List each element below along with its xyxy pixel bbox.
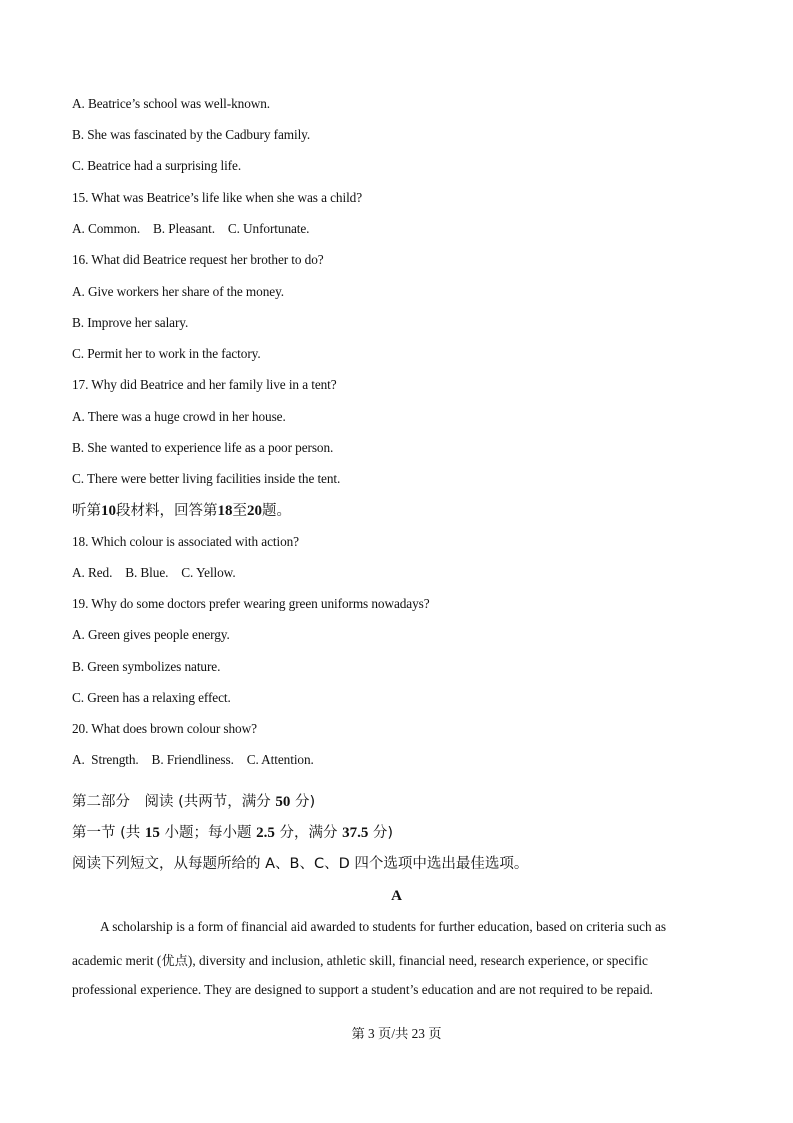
option-line: B. Improve her salary. (72, 315, 189, 330)
option-line: C. Green has a relaxing effect. (72, 690, 231, 705)
question-line: 20. What does brown colour show? (72, 721, 257, 736)
option-line: A. Beatrice’s school was well-known. (72, 96, 271, 111)
passage-line: academic merit (优点), diversity and inclusion, athletic skill, financial need, research experience, or specific (72, 953, 648, 968)
passage-title: A (391, 888, 402, 904)
option-line: A. Common. B. Pleasant. C. Unfortunate. (72, 221, 310, 236)
question-line: 18. Which colour is associated with action? (72, 534, 299, 549)
option-line: A. Green gives people energy. (72, 627, 230, 642)
option-line: A. There was a huge crowd in her house. (72, 409, 286, 424)
instruction-text: 阅读下列短文，从每题所给的 A、B、C、D 四个选项中选出最佳选项。 (72, 856, 529, 872)
option-line: C. There were better living facilities inside the tent. (72, 471, 341, 486)
option-line: C. Permit her to work in the factory. (72, 346, 261, 361)
part-heading: 第二部分 阅读 (共两节，满分 50 分) (72, 794, 316, 810)
page-footer: 第 3 页/共 23 页 (351, 1026, 442, 1041)
option-line: A. Give workers her share of the money. (72, 284, 284, 299)
question-line: 15. What was Beatrice’s life like when she was a child? (72, 190, 363, 205)
question-line: 16. What did Beatrice request her brother to do? (72, 252, 324, 267)
passage-line: professional experience. They are designed to support a student’s education and are not required to be repaid. (72, 982, 653, 997)
option-line: A. Red. B. Blue. C. Yellow. (72, 565, 236, 580)
listening-section-heading: 听第10段材料，回答第18至20题。 (72, 503, 291, 519)
passage-line: A scholarship is a form of financial aid awarded to students for further education, based on criteria such as (100, 919, 667, 934)
question-line: 17. Why did Beatrice and her family live in a tent? (72, 377, 337, 392)
option-line: B. Green symbolizes nature. (72, 659, 221, 674)
option-line: C. Beatrice had a surprising life. (72, 158, 242, 173)
option-line: A. Strength. B. Friendliness. C. Attention. (72, 752, 314, 767)
section-heading: 第一节 (共 15 小题；每小题 2.5 分，满分 37.5 分) (72, 825, 394, 841)
option-line: B. She was fascinated by the Cadbury family. (72, 127, 311, 142)
question-line: 19. Why do some doctors prefer wearing green uniforms nowadays? (72, 596, 430, 611)
option-line: B. She wanted to experience life as a poor person. (72, 440, 334, 455)
